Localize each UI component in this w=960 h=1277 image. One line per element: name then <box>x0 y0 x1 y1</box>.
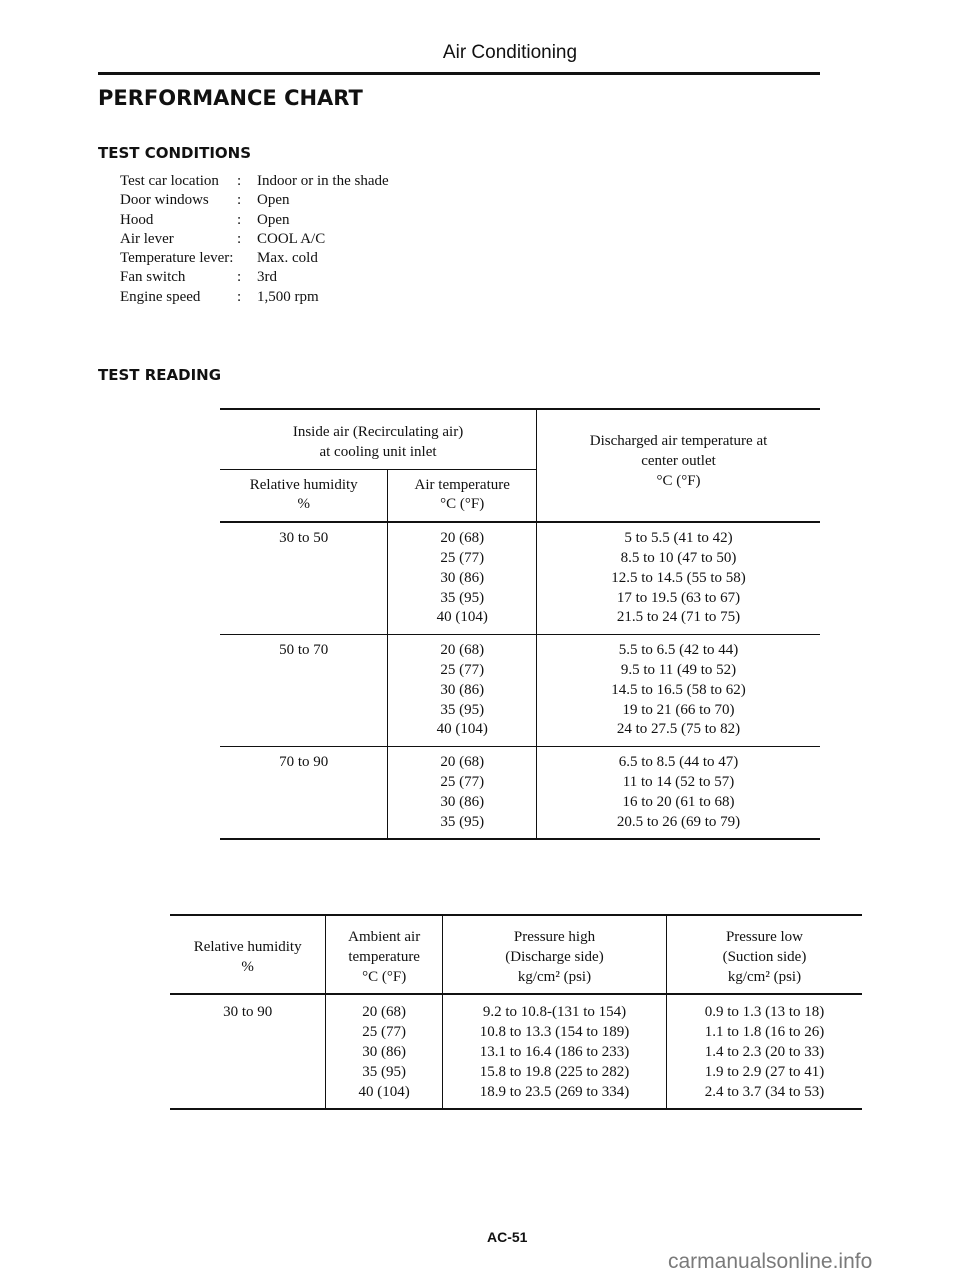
value: 20 (68) <box>440 530 485 547</box>
condition-value: Max. cold <box>257 250 318 267</box>
condition-value: Indoor or in the shade <box>257 173 389 189</box>
pressure-table <box>170 914 862 1110</box>
relative-humidity-header <box>220 469 388 522</box>
page-title: PERFORMANCE CHART <box>98 86 363 110</box>
value: 2.4 to 3.7 (34 to 53) <box>704 1083 825 1100</box>
header-line: Discharged air temperature at <box>589 433 768 449</box>
value: 15.8 to 19.8 (225 to 282) <box>479 1063 630 1080</box>
header-line: °C (°F) <box>656 472 701 489</box>
discharged-air-header <box>537 409 820 522</box>
condition-value: COOL A/C <box>257 230 326 247</box>
value: 40 (104) <box>436 609 488 626</box>
page-number: AC-51 <box>487 1229 528 1245</box>
value: 25 (77) <box>440 661 485 678</box>
value: 11 to 14 (52 to 57) <box>622 773 735 790</box>
condition-colon: : <box>237 269 242 286</box>
pressure-high-header <box>443 915 667 994</box>
discharged-temperature-cell <box>537 522 820 634</box>
header-line: temperature <box>348 948 420 965</box>
value: 40 (104) <box>436 721 488 738</box>
header-line: °C (°F) <box>362 968 407 985</box>
value: 18.9 to 23.5 (269 to 334) <box>479 1083 630 1100</box>
condition-label: Engine speed <box>120 288 201 305</box>
table-row <box>170 994 862 1109</box>
condition-value: 3rd <box>257 269 277 286</box>
condition-label: Air lever <box>120 230 174 247</box>
condition-label: Test car location <box>120 173 219 189</box>
value: 1.4 to 2.3 (20 to 33) <box>704 1043 825 1060</box>
condition-colon: : <box>237 192 242 209</box>
ambient-air-header <box>326 915 443 994</box>
value: 10.8 to 13.3 (154 to 189) <box>479 1024 630 1041</box>
value: 13.1 to 16.4 (186 to 233) <box>479 1043 630 1060</box>
condition-label: Temperature lever: <box>120 250 234 267</box>
air-temperature-cell <box>388 635 537 747</box>
condition-value: Open <box>257 211 290 228</box>
discharge-temperature-table <box>220 408 820 840</box>
value: 5 to 5.5 (41 to 42) <box>624 530 733 547</box>
value: 24 to 27.5 (75 to 82) <box>616 721 741 738</box>
value: 16 to 20 (61 to 68) <box>622 793 735 810</box>
table-row <box>220 747 820 840</box>
header-line: Air temperature <box>414 476 510 493</box>
humidity-cell: 50 to 70 <box>220 635 388 747</box>
value: 40 (104) <box>358 1083 410 1100</box>
value: 30 (86) <box>440 569 485 586</box>
value: 25 (77) <box>362 1024 407 1041</box>
value: 1.9 to 2.9 (27 to 41) <box>704 1063 825 1080</box>
value: 25 (77) <box>440 773 485 790</box>
air-temperature-cell <box>388 522 537 634</box>
value: 5.5 to 6.5 (42 to 44) <box>618 642 739 659</box>
test-conditions-heading: TEST CONDITIONS <box>98 144 252 162</box>
condition-value: Open <box>257 192 290 209</box>
condition-label: Hood <box>120 211 154 228</box>
value: 14.5 to 16.5 (58 to 62) <box>611 681 746 698</box>
condition-label: Fan switch <box>120 269 186 286</box>
air-temperature-header <box>388 469 537 522</box>
value: 25 (77) <box>440 549 485 566</box>
table-row <box>220 635 820 747</box>
header-line: Ambient air <box>348 929 421 945</box>
header-line: Relative humidity <box>249 476 358 493</box>
watermark-text[interactable]: carmanualsonline.info <box>668 1250 873 1273</box>
value: 6.5 to 8.5 (44 to 47) <box>618 754 739 771</box>
value: 9.2 to 10.8-(131 to 154) <box>482 1004 627 1021</box>
value: 12.5 to 14.5 (55 to 58) <box>611 569 746 586</box>
header-line: kg/cm² (psi) <box>727 968 802 985</box>
pressure-low-cell <box>666 994 862 1109</box>
discharged-temperature-cell <box>537 747 820 840</box>
value: 21.5 to 24 (71 to 75) <box>616 609 741 626</box>
header-line: (Suction side) <box>722 948 807 965</box>
value: 1.1 to 1.8 (16 to 26) <box>704 1024 825 1041</box>
value: 9.5 to 11 (49 to 52) <box>620 661 737 678</box>
value: 8.5 to 10 (47 to 50) <box>620 549 737 566</box>
humidity-cell: 30 to 50 <box>220 522 388 634</box>
value: 35 (95) <box>440 813 485 830</box>
header-line: Pressure high <box>513 929 596 945</box>
value: 30 (86) <box>362 1043 407 1060</box>
value: 20 (68) <box>440 642 485 659</box>
value: 20 (68) <box>362 1004 407 1021</box>
header-line: % <box>297 496 310 513</box>
header-line: Inside air (Recirculating air) <box>292 424 464 440</box>
ambient-temperature-cell <box>326 994 443 1109</box>
running-header: Air Conditioning <box>442 42 578 63</box>
value: 35 (95) <box>362 1063 407 1080</box>
value: 20 (68) <box>440 754 485 771</box>
air-temperature-cell <box>388 747 537 840</box>
header-line: % <box>241 958 254 975</box>
value: 30 (86) <box>440 681 485 698</box>
condition-colon: : <box>237 288 242 305</box>
humidity-cell: 30 to 90 <box>170 994 326 1109</box>
value: 0.9 to 1.3 (13 to 18) <box>704 1004 825 1021</box>
header-line: center outlet <box>641 452 716 469</box>
test-reading-heading: TEST READING <box>98 366 222 384</box>
table-row <box>220 522 820 634</box>
header-line: at cooling unit inlet <box>319 443 437 460</box>
condition-colon: : <box>237 173 242 189</box>
discharged-temperature-cell <box>537 635 820 747</box>
header-rule <box>98 72 820 75</box>
inside-air-group-header <box>220 409 537 469</box>
header-line: kg/cm² (psi) <box>517 968 592 985</box>
condition-colon: : <box>237 230 242 247</box>
value: 35 (95) <box>440 589 485 606</box>
value: 17 to 19.5 (63 to 67) <box>616 589 741 606</box>
header-line: (Discharge side) <box>505 948 604 965</box>
condition-value: 1,500 rpm <box>257 288 319 305</box>
header-line: °C (°F) <box>440 496 485 513</box>
value: 19 to 21 (66 to 70) <box>622 701 735 718</box>
condition-label: Door windows <box>120 192 209 209</box>
humidity-cell: 70 to 90 <box>220 747 388 840</box>
header-line: Pressure low <box>725 929 804 945</box>
condition-colon: : <box>237 211 242 228</box>
value: 20.5 to 26 (69 to 79) <box>616 813 741 830</box>
pressure-high-cell <box>443 994 667 1109</box>
header-line: Relative humidity <box>193 938 302 955</box>
pressure-low-header <box>666 915 862 994</box>
value: 30 (86) <box>440 793 485 810</box>
value: 35 (95) <box>440 701 485 718</box>
relative-humidity-header <box>170 915 326 994</box>
